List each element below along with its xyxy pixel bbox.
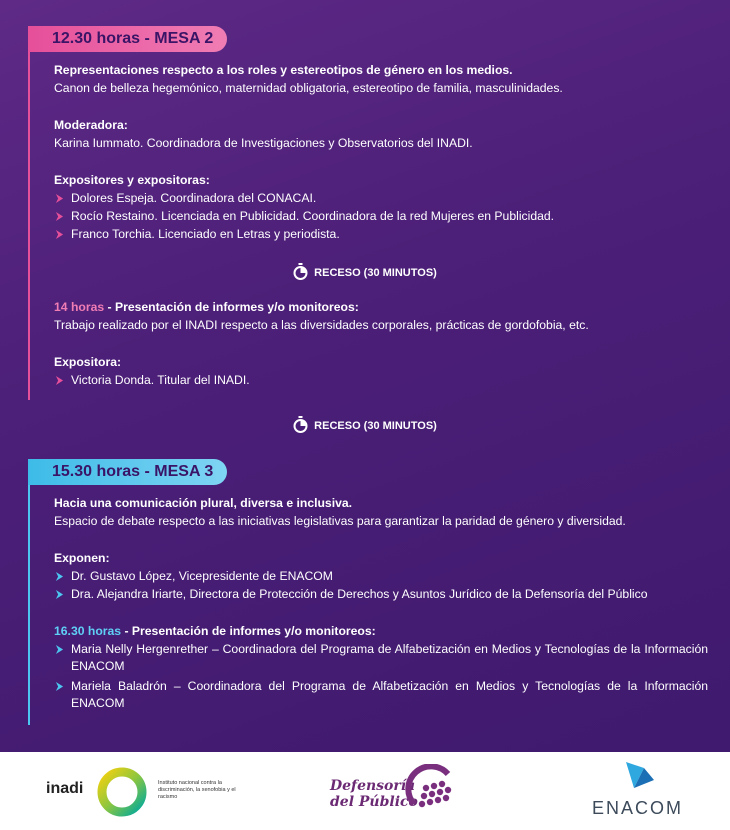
mesa-2-section xyxy=(28,26,708,400)
informe-time: 14 horas xyxy=(54,300,105,314)
list-item: Dolores Espeja. Coordinadora del CONACAI. xyxy=(54,190,708,207)
chevron-right-icon xyxy=(55,194,64,203)
chevron-right-icon xyxy=(55,212,64,221)
chevron-right-icon xyxy=(55,590,64,599)
stopwatch-icon xyxy=(293,263,308,280)
list-item: Victoria Donda. Titular del INADI. xyxy=(54,372,708,389)
moderadora-text: Karina Iummato. Coordinadora de Investigaciones y Observatorios del INADI. xyxy=(54,136,473,150)
informe-heading-3 xyxy=(54,623,708,640)
mesa-2-title: 12.30 horas - MESA 2 xyxy=(28,26,227,52)
list-item: Mariela Baladrón – Coordinadora del Programa de Alfabetización en Medios y Tecnologías de la Información ENACOM xyxy=(54,678,708,712)
list-item: Dra. Alejandra Iriarte, Directora de Protección de Derechos y Asuntos Jurídico de la Defensoría del Público xyxy=(54,586,708,603)
mesa-3-topic-desc: Espacio de debate respecto a las iniciativas legislativas para garantizar la paridad de género y diversidad. xyxy=(54,514,626,528)
list-item: Franco Torchia. Licenciado en Letras y periodista. xyxy=(54,226,708,243)
moderadora-label: Moderadora: xyxy=(54,118,128,132)
informe-desc: Trabajo realizado por el INADI respecto a las diversidades corporales, prácticas de gordofobia, etc. xyxy=(54,318,589,332)
inadi-tagline: Instituto nacional contra la discriminación, la xenofobia y el racismo xyxy=(158,780,236,800)
mesa-3-title: 15.30 horas - MESA 3 xyxy=(28,459,227,485)
chevron-right-icon xyxy=(55,682,64,691)
expositores-label: Expositores y expositoras: xyxy=(54,173,210,187)
list-item: Rocío Restaino. Licenciada en Publicidad. Coordinadora de la red Mujeres en Publicidad. xyxy=(54,208,708,225)
expositora-label: Expositora: xyxy=(54,355,122,369)
mesa-2-topic-desc: Canon de belleza hegemónico, maternidad obligatoria, estereotipo de familia, masculinidades. xyxy=(54,81,563,95)
chevron-right-icon xyxy=(55,230,64,239)
informe-time-3: 16.30 horas xyxy=(54,624,122,638)
enacom-logo-text: ENACOM xyxy=(592,798,684,818)
inadi-ring-logo xyxy=(96,766,148,818)
inadi-logo-text: inadi xyxy=(46,780,84,797)
defensoria-dots-logo xyxy=(404,764,456,816)
defensoria-logo-text: Defensoría del Público xyxy=(330,778,418,810)
stopwatch-icon xyxy=(293,416,308,433)
informe-heading xyxy=(54,299,708,316)
list-item: Maria Nelly Hergenrether – Coordinadora del Programa de Alfabetización en Medios y Tecnologías de la Información ENACOM xyxy=(54,641,708,675)
informe-title: - Presentación de informes y/o monitoreos: xyxy=(104,300,359,314)
mesa-3-topic: Hacia una comunicación plural, diversa e inclusiva. xyxy=(54,496,353,510)
exponen-label: Exponen: xyxy=(54,551,110,565)
mesa-3-section xyxy=(28,459,708,725)
list-item: Dr. Gustavo López, Vicepresidente de ENACOM xyxy=(54,568,708,585)
chevron-right-icon xyxy=(55,572,64,581)
receso-1: RECESO (30 MINUTOS) xyxy=(0,264,730,282)
enacom-logo-mark xyxy=(622,760,658,794)
receso-2: RECESO (30 MINUTOS) xyxy=(0,417,730,435)
footer-logos xyxy=(0,752,730,830)
informe-title-3: - Presentación de informes y/o monitoreos: xyxy=(121,624,376,638)
chevron-right-icon xyxy=(55,376,64,385)
mesa-2-topic: Representaciones respecto a los roles y estereotipos de género en los medios. xyxy=(54,63,513,77)
chevron-right-icon xyxy=(55,645,64,654)
